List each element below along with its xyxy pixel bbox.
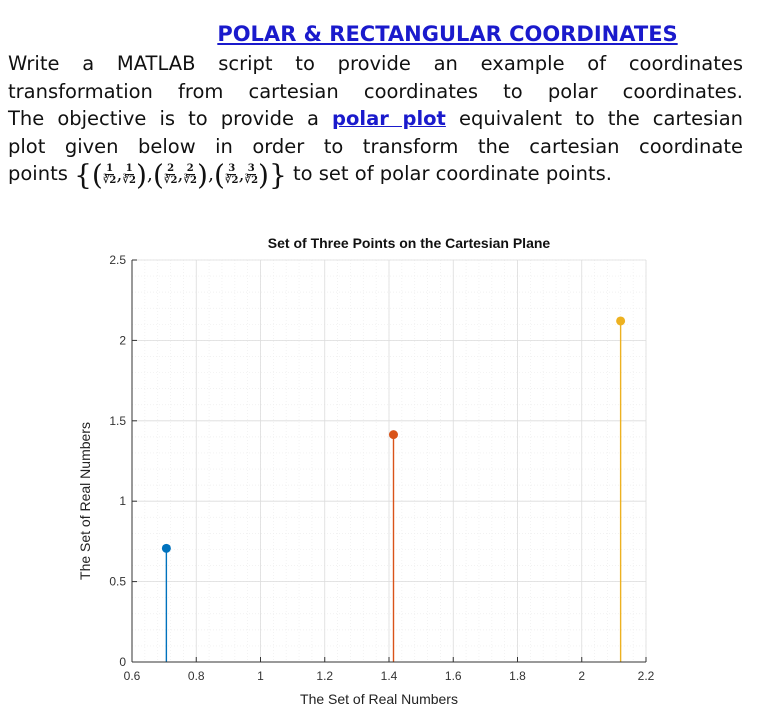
x-tick-label: 2: [578, 669, 586, 683]
fraction-4: $\frac{2}{∛2}$: [183, 163, 197, 187]
y-tick-label: 0.5: [109, 574, 126, 589]
x-tick-label: 2.2: [637, 669, 655, 683]
x-tick-label: 1.4: [380, 669, 398, 683]
statement-line-5: [8, 157, 743, 191]
fraction-3: $\frac{2}{∛2}$: [163, 163, 178, 187]
y-axis-label: The Set of Real Numbers: [77, 422, 93, 580]
fraction-6: $\frac{3}{∛2}$: [244, 163, 259, 187]
y-tick-label: 0: [119, 655, 126, 669]
problem-statement: [8, 50, 744, 191]
y-tick-label: 1: [119, 494, 126, 509]
x-tick-label: 1.2: [316, 669, 334, 683]
x-tick-label: 0.8: [187, 669, 205, 683]
fraction-5: $\frac{3}{∛2}$: [224, 163, 239, 187]
line3-before: The objective is to provide a: [8, 107, 333, 130]
fraction-2: $\frac{1}{∛2}$: [122, 163, 136, 187]
points-expression: {( $\frac{1}{∛2}$ , $\frac{1}{∛2}$ ),( $\frac{2}{∛2}$ , $\frac{2}{∛2}$ ),( $\frac{3}{∛2}$ , $\frac{3}{∛2}$ )}: [74, 157, 287, 191]
x-tick-label: 1.6: [444, 669, 462, 683]
y-tick-label: 2.5: [109, 253, 126, 267]
fraction-1: $\frac{1}{∛2}$: [102, 163, 117, 187]
cartesian-stem-chart: [0, 222, 763, 720]
stem-marker-3: [616, 316, 625, 325]
statement-line-3: [8, 105, 743, 133]
x-tick-label: 1.8: [509, 669, 526, 683]
line5-after: to set of polar coordinate points.: [286, 162, 612, 185]
line5-before: points: [8, 162, 68, 185]
chart-title: Set of Three Points on the Cartesian Plane: [267, 235, 551, 251]
statement-line-2: transformation from cartesian coordinates to polar coordinates.: [8, 79, 743, 103]
document-heading: POLAR & RECTANGULAR COORDINATES: [217, 22, 678, 46]
statement-line-4: plot given below in order to transform the cartesian coordinate: [8, 134, 743, 158]
y-tick-label: 1.5: [109, 413, 126, 428]
polar-plot-link[interactable]: polar plot: [332, 107, 446, 130]
y-tick-label: 2: [119, 333, 126, 348]
statement-line-1: Write a MATLAB script to provide an example of coordinates: [8, 52, 743, 75]
x-tick-label: 0.6: [123, 669, 141, 683]
x-tick-label: 1: [257, 669, 264, 683]
x-axis-label: The Set of Real Numbers: [300, 691, 458, 707]
stem-marker-2: [389, 430, 398, 439]
line3-after: equivalent to the cartesian: [445, 107, 744, 130]
stem-marker-1: [162, 544, 171, 553]
